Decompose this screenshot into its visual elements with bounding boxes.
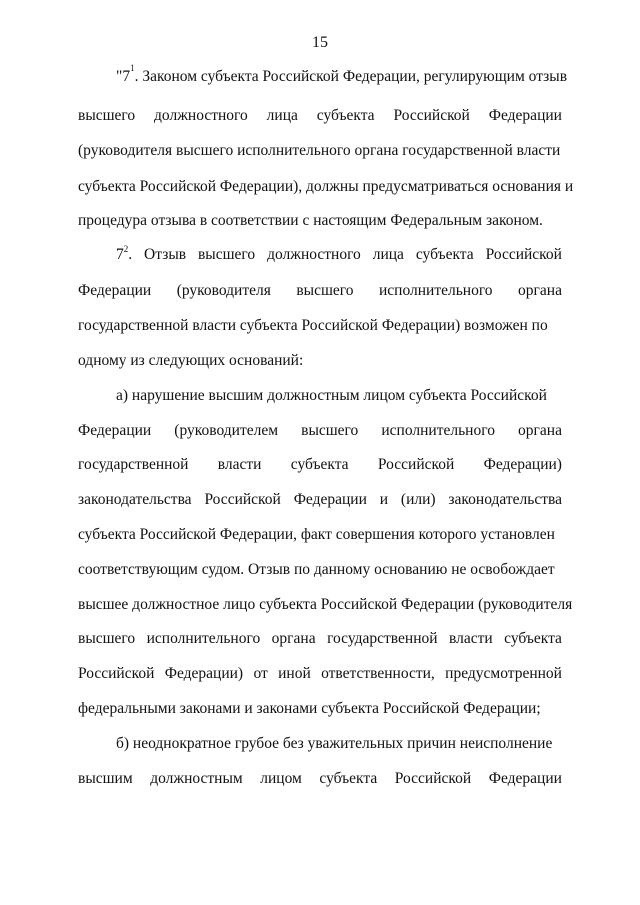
text: субъекта Российской Федерации, факт совершения которого установлен: [78, 526, 555, 543]
word: высшего: [78, 630, 136, 647]
p4-line-1: [116, 735, 562, 753]
word: органа: [518, 282, 562, 299]
p2-line-3: [78, 317, 562, 335]
text: соответствующим судом. Отзыв по данному основанию не освобождает: [78, 561, 555, 578]
p3-line-5: [78, 526, 562, 544]
p2-line-1: [116, 246, 562, 264]
text: федеральными законами и законами субъекта Российской Федерации;: [78, 700, 541, 717]
p2-line-2: [78, 282, 562, 300]
p1-line-4: [78, 178, 574, 196]
p1-line-2: [78, 107, 562, 125]
word: законодательства: [448, 491, 562, 508]
word: Российской: [377, 456, 455, 473]
word: высшего: [78, 107, 136, 124]
text: "7: [116, 68, 131, 85]
word: высшим: [78, 770, 133, 787]
p3-line-6: [78, 561, 562, 579]
word: высшего: [301, 422, 359, 439]
superscript: 1: [130, 63, 135, 73]
p3-line-7: [78, 596, 573, 614]
word: Федерации: [78, 422, 152, 439]
word: исполнительного: [146, 630, 261, 647]
word: Российской: [394, 770, 472, 787]
word: органа: [271, 630, 316, 647]
p3-line-8: [78, 630, 562, 648]
word: субъекта: [319, 770, 378, 787]
text: субъекта Российской Федерации), должны предусматриваться основания и: [78, 178, 574, 195]
word: лица: [372, 246, 404, 263]
word: субъекта: [504, 630, 562, 647]
word: Российской: [393, 107, 470, 124]
p3-line-10: [78, 700, 562, 718]
text-item-number: $7^2$.: [116, 244, 133, 263]
text: . Законом субъекта Российской Федерации, регулирующим отзыв: [134, 68, 568, 85]
page-number: 15: [312, 34, 328, 51]
word: ответственности,: [321, 665, 435, 682]
word: лица: [266, 107, 298, 124]
word: субъекта: [290, 456, 349, 473]
word: Российской: [204, 491, 281, 508]
text: (руководителя высшего исполнительного органа государственной власти: [78, 142, 561, 159]
text: одному из следующих оснований:: [78, 352, 304, 369]
word: Федерации: [488, 770, 562, 787]
text: государственной власти субъекта Российской Федерации) возможен по: [78, 317, 548, 334]
word: (руководителем: [174, 422, 279, 439]
p1-line-5: [78, 212, 562, 230]
word: субъекта: [316, 107, 375, 124]
word: (руководителя: [176, 282, 271, 299]
word: предусмотренной: [445, 665, 562, 682]
word: власти: [449, 630, 493, 647]
word: государственной: [78, 456, 189, 473]
word: от: [253, 665, 268, 682]
text: высшее должностное лицо субъекта Российской Федерации (руководителя: [78, 596, 573, 613]
word: исполнительного: [381, 422, 495, 439]
word: высшего: [296, 282, 354, 299]
word: субъекта: [415, 246, 474, 263]
word: Федерации: [293, 491, 367, 508]
word: иной: [278, 665, 311, 682]
p1-line-3: [78, 142, 562, 160]
word: государственной: [327, 630, 438, 647]
word: власти: [217, 456, 262, 473]
p4-line-2: [78, 770, 562, 788]
word: (или): [400, 491, 436, 508]
p3-line-1: [116, 387, 562, 405]
word: исполнительного: [378, 282, 493, 299]
word: Отзыв: [144, 246, 187, 263]
p3-line-3: [78, 456, 562, 474]
p2-line-4: [78, 352, 562, 370]
word: Российской: [485, 246, 562, 263]
word: законодательства: [78, 491, 192, 508]
p1-line-1: [116, 63, 568, 86]
text: а) нарушение высшим должностным лицом субъекта Российской: [116, 387, 547, 404]
p3-line-9: [78, 665, 562, 683]
word: должностным: [150, 770, 243, 787]
word: Российской: [78, 665, 155, 682]
word: Федерации: [488, 107, 562, 124]
word: и: [379, 491, 389, 508]
word: Федерации): [164, 665, 244, 682]
word: должностного: [154, 107, 248, 124]
word: лицом: [260, 770, 302, 787]
p3-line-4: [78, 491, 562, 509]
p3-line-2: [78, 422, 562, 440]
word: Федерации): [483, 456, 562, 473]
text: процедура отзыва в соответствии с настоящим Федеральным законом.: [78, 212, 543, 229]
word: должностного: [267, 246, 361, 263]
word: Федерации: [78, 282, 152, 299]
word: высшего: [197, 246, 256, 263]
word: органа: [518, 422, 562, 439]
text: б) неоднократное грубое без уважительных причин неисполнение: [116, 735, 553, 752]
